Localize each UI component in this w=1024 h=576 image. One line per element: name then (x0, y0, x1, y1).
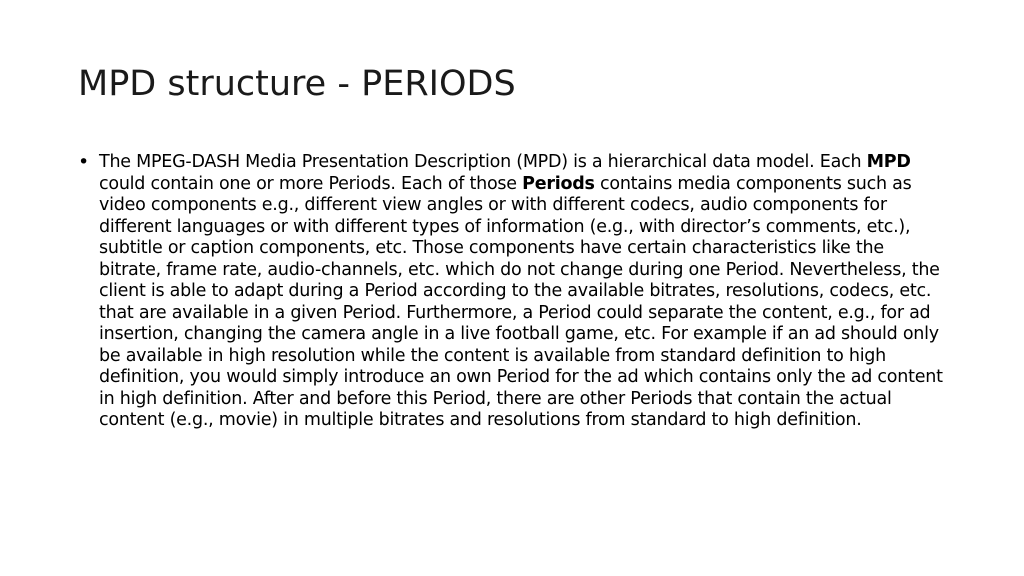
bullet-text-part2: could contain one or more Periods. Each of those (99, 173, 523, 194)
bullet-text-part1: The MPEG-DASH Media Presentation Description (MPD) is a hierarchical data model. Each (99, 152, 867, 172)
bullet-text (99, 152, 948, 432)
slide-content (78, 152, 948, 432)
slide-title: MPD structure - PERIODS (78, 64, 516, 104)
bullet-dot-icon: • (78, 151, 90, 173)
bullet-text-part3: contains media components such as video components e.g., different view angles or with different codecs, audio components for different languages or with different types of information (e.g., with director’s comments, etc.), subtitle or caption components, etc. Those components have certain characteristics like the bitrate, frame rate, audio-channels, etc. which do not change during one Period. Nevertheless, the client is able to adapt during a Period according to the available bitrates, resolutions, codecs, etc. that are available in a given Period. Furthermore, a Period could separate the content, e.g., for ad insertion, changing the camera angle in a live football game, etc. For example if an ad should only be available in high resolution while the content is available from standard definition to high definition, you would simply introduce an own Period for the ad which contains only the ad content in high definition. After and before this Period, there are other Periods that contain the actual content (e.g., movie) in multiple bitrates and resolutions from standard to high definition. (99, 173, 943, 430)
bullet-item (78, 152, 948, 432)
bullet-text-bold-mpd: MPD (866, 152, 911, 172)
bullet-text-bold-periods: Periods (522, 173, 595, 194)
